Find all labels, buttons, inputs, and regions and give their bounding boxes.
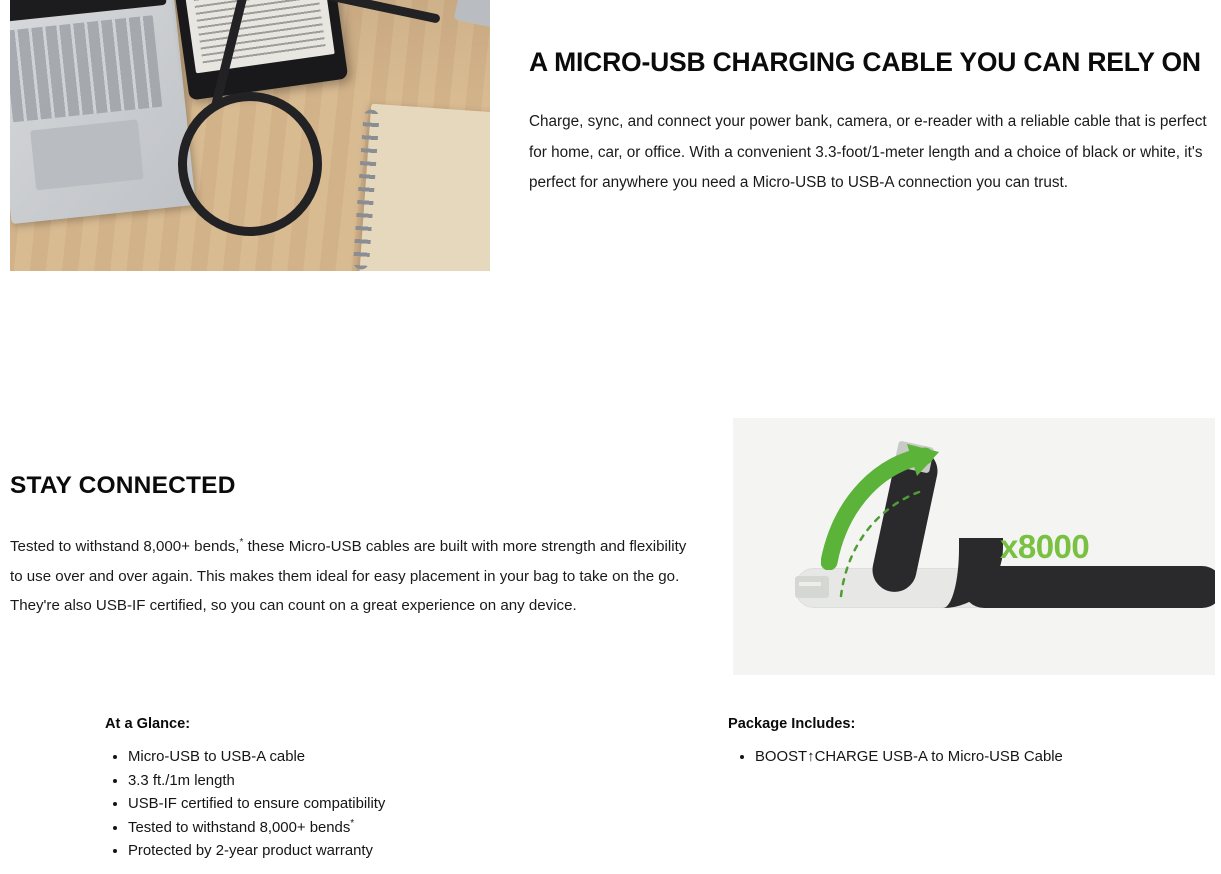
hero-product-photo (10, 0, 490, 271)
laptop-trackpad-icon (30, 119, 144, 190)
bend-test-graphic (733, 418, 1215, 675)
black-cable-icon (963, 566, 1215, 608)
at-a-glance-block (105, 716, 665, 864)
list-item: • Tested to withstand 8,000+ bends* (128, 817, 665, 841)
at-a-glance-list (105, 746, 665, 864)
list-item: • Micro-USB to USB-A cable (128, 746, 665, 770)
ereader-page-icon (183, 0, 335, 73)
list-item: • 3.3 ft./1m length (128, 770, 665, 794)
package-includes-list (728, 746, 1198, 770)
section-one-heading: A MICRO-USB CHARGING CABLE YOU CAN RELY ON (529, 47, 1201, 77)
bend-count-label: x8000 (1000, 528, 1090, 565)
usb-a-connector-icon (795, 576, 829, 598)
laptop-icon (10, 0, 196, 224)
section-two-body: Tested to withstand 8,000+ bends,* these Micro-USB cables are built with more strength and flexibility to use over and over again. This makes them ideal for easy placement in your bag to take on the go. They're also USB-IF certified, so you can count on a great experience on any device. (10, 536, 687, 615)
list-item: • Protected by 2-year product warranty (128, 840, 665, 864)
notebook-icon (359, 104, 490, 271)
section-two-heading: STAY CONNECTED (10, 472, 236, 499)
list-item: • USB-IF certified to ensure compatibility (128, 793, 665, 817)
list-item: • BOOST↑CHARGE USB-A to Micro-USB Cable (755, 746, 1198, 770)
bend-dotted-path-icon (837, 484, 927, 599)
at-a-glance-title: At a Glance: (105, 716, 191, 732)
section-one-text-block (529, 45, 1207, 198)
package-includes-block (728, 716, 1198, 770)
laptop-keyboard-icon (10, 15, 162, 122)
package-includes-title: Package Includes: (728, 716, 856, 732)
section-one-body: Charge, sync, and connect your power bank, camera, or e-reader with a reliable cable that is perfect for home, car, or office. With a convenient 3.3-foot/1-meter length and a choice of black or white, it's perfect for anywhere you need a Micro-USB to USB-A connection you can trust. (529, 113, 1207, 191)
